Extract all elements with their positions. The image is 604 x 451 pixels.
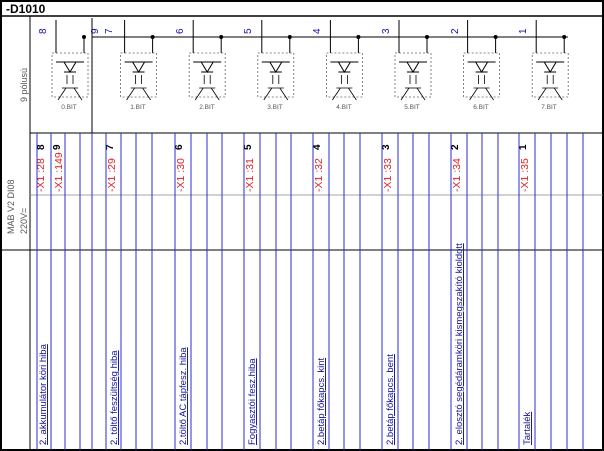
transistor-icon xyxy=(486,88,494,100)
channel-description: 2.betáp főkapcs. kint xyxy=(316,357,327,445)
description-row xyxy=(38,243,533,445)
transistor-icon xyxy=(348,88,356,100)
channel-number: 7 xyxy=(105,144,116,150)
optocoupler-box xyxy=(395,53,431,97)
transistor-icon xyxy=(280,88,288,100)
diode-icon xyxy=(407,62,419,72)
terminal-label: -X1 :30 xyxy=(175,158,187,192)
sheet-border xyxy=(1,1,603,450)
pin-label: 1 xyxy=(518,28,529,34)
diode-icon xyxy=(133,62,145,72)
optocoupler-box xyxy=(326,53,362,97)
optocoupler-box xyxy=(52,53,88,97)
terminal-label: -X1 :33 xyxy=(382,158,394,192)
channel-number: 5 xyxy=(243,144,254,150)
pin-label: 6 xyxy=(175,28,186,34)
channel-number: 8 xyxy=(36,144,47,150)
diode-icon xyxy=(64,62,76,72)
channel-number: 2 xyxy=(450,144,461,150)
channel-number: 4 xyxy=(312,144,323,150)
transistor-icon xyxy=(195,88,203,100)
transistor-icon xyxy=(127,88,135,100)
junction-dot xyxy=(288,35,292,39)
pin-label: 3 xyxy=(381,28,392,34)
transistor-icon xyxy=(554,88,562,100)
transistor-icon xyxy=(332,88,340,100)
pin-label: 8 xyxy=(38,28,49,34)
junction-dot xyxy=(151,35,155,39)
poles-label: 9 pólusú xyxy=(19,67,29,102)
pin-label: 4 xyxy=(312,28,323,34)
transistor-icon xyxy=(401,88,409,100)
pin-label: 2 xyxy=(450,28,461,34)
diode-icon xyxy=(338,62,350,72)
transistor-icon xyxy=(538,88,546,100)
diode-icon xyxy=(270,62,282,72)
terminal-label: -X1 :35 xyxy=(519,158,531,192)
optocoupler-box xyxy=(121,53,157,97)
terminal-label: -X1 :28 xyxy=(35,158,47,192)
pin-label: 9 xyxy=(90,28,101,34)
junction-dot xyxy=(356,35,360,39)
bit-label: 2.BIT xyxy=(199,104,215,111)
diode-icon xyxy=(476,62,488,72)
bit-label: 5.BIT xyxy=(404,104,420,111)
optocoupler-box xyxy=(189,53,225,97)
diode-icon xyxy=(544,62,556,72)
diode-icon xyxy=(201,62,213,72)
channel-description: 2.töltő AC tápfesz. hiba xyxy=(178,347,189,445)
transistor-icon xyxy=(74,88,82,100)
transistor-icon xyxy=(58,88,66,100)
channel-description: 2. akkumulátor köri hiba xyxy=(38,344,49,445)
pin-label: 5 xyxy=(243,28,254,34)
optocoupler-box xyxy=(258,53,294,97)
channel-number: 1 xyxy=(518,144,529,150)
transistor-icon xyxy=(143,88,151,100)
bit-label: 6.BIT xyxy=(473,104,489,111)
transistor-icon xyxy=(470,88,478,100)
junction-dot xyxy=(82,35,86,39)
channel-number: 3 xyxy=(381,144,392,150)
bit-label: 1.BIT xyxy=(130,104,146,111)
device-title: -D1010 xyxy=(6,2,46,16)
transistor-icon xyxy=(211,88,219,100)
terminal-label: -X1 :29 xyxy=(106,158,118,192)
bit-label: 4.BIT xyxy=(336,104,352,111)
channel-description: Fogyasztói fesz.hiba xyxy=(247,358,258,445)
terminal-label: -X1 :34 xyxy=(451,158,463,192)
junction-dot xyxy=(494,35,498,39)
terminal-row xyxy=(35,152,531,192)
channel-number-row xyxy=(36,144,529,150)
transistor-icon xyxy=(417,88,425,100)
junction-dot xyxy=(219,35,223,39)
junction-dot xyxy=(425,35,429,39)
module-label: MAB V2 DI08 xyxy=(6,179,16,234)
channel-description: 2.betáp főkapcs. bent xyxy=(385,354,396,445)
optocoupler-box xyxy=(464,53,500,97)
channel-number: 6 xyxy=(174,144,185,150)
common-number: 9 xyxy=(52,144,63,150)
terminal-label: -X1 :31 xyxy=(244,158,256,192)
channel-description: Tartalék xyxy=(522,411,533,445)
bit-label: 0.BIT xyxy=(61,104,77,111)
junction-dot xyxy=(562,35,566,39)
voltage-label: 220V= xyxy=(19,207,29,234)
pin-number-row xyxy=(38,28,529,34)
channel-description: 2. elosztó segédáramköri kismegszakító kioldott xyxy=(454,243,465,445)
transistor-icon xyxy=(264,88,272,100)
bit-label: 3.BIT xyxy=(267,104,283,111)
pin-label: 7 xyxy=(104,28,115,34)
terminal-label: -X1 :32 xyxy=(313,158,325,192)
bit-label-row xyxy=(61,104,557,111)
common-terminal-label: -X1 :149 xyxy=(53,152,65,192)
bit-label: 7.BIT xyxy=(541,104,557,111)
channel-description: 2. töltő feszültség hiba xyxy=(109,350,120,445)
optocoupler-box xyxy=(532,53,568,97)
